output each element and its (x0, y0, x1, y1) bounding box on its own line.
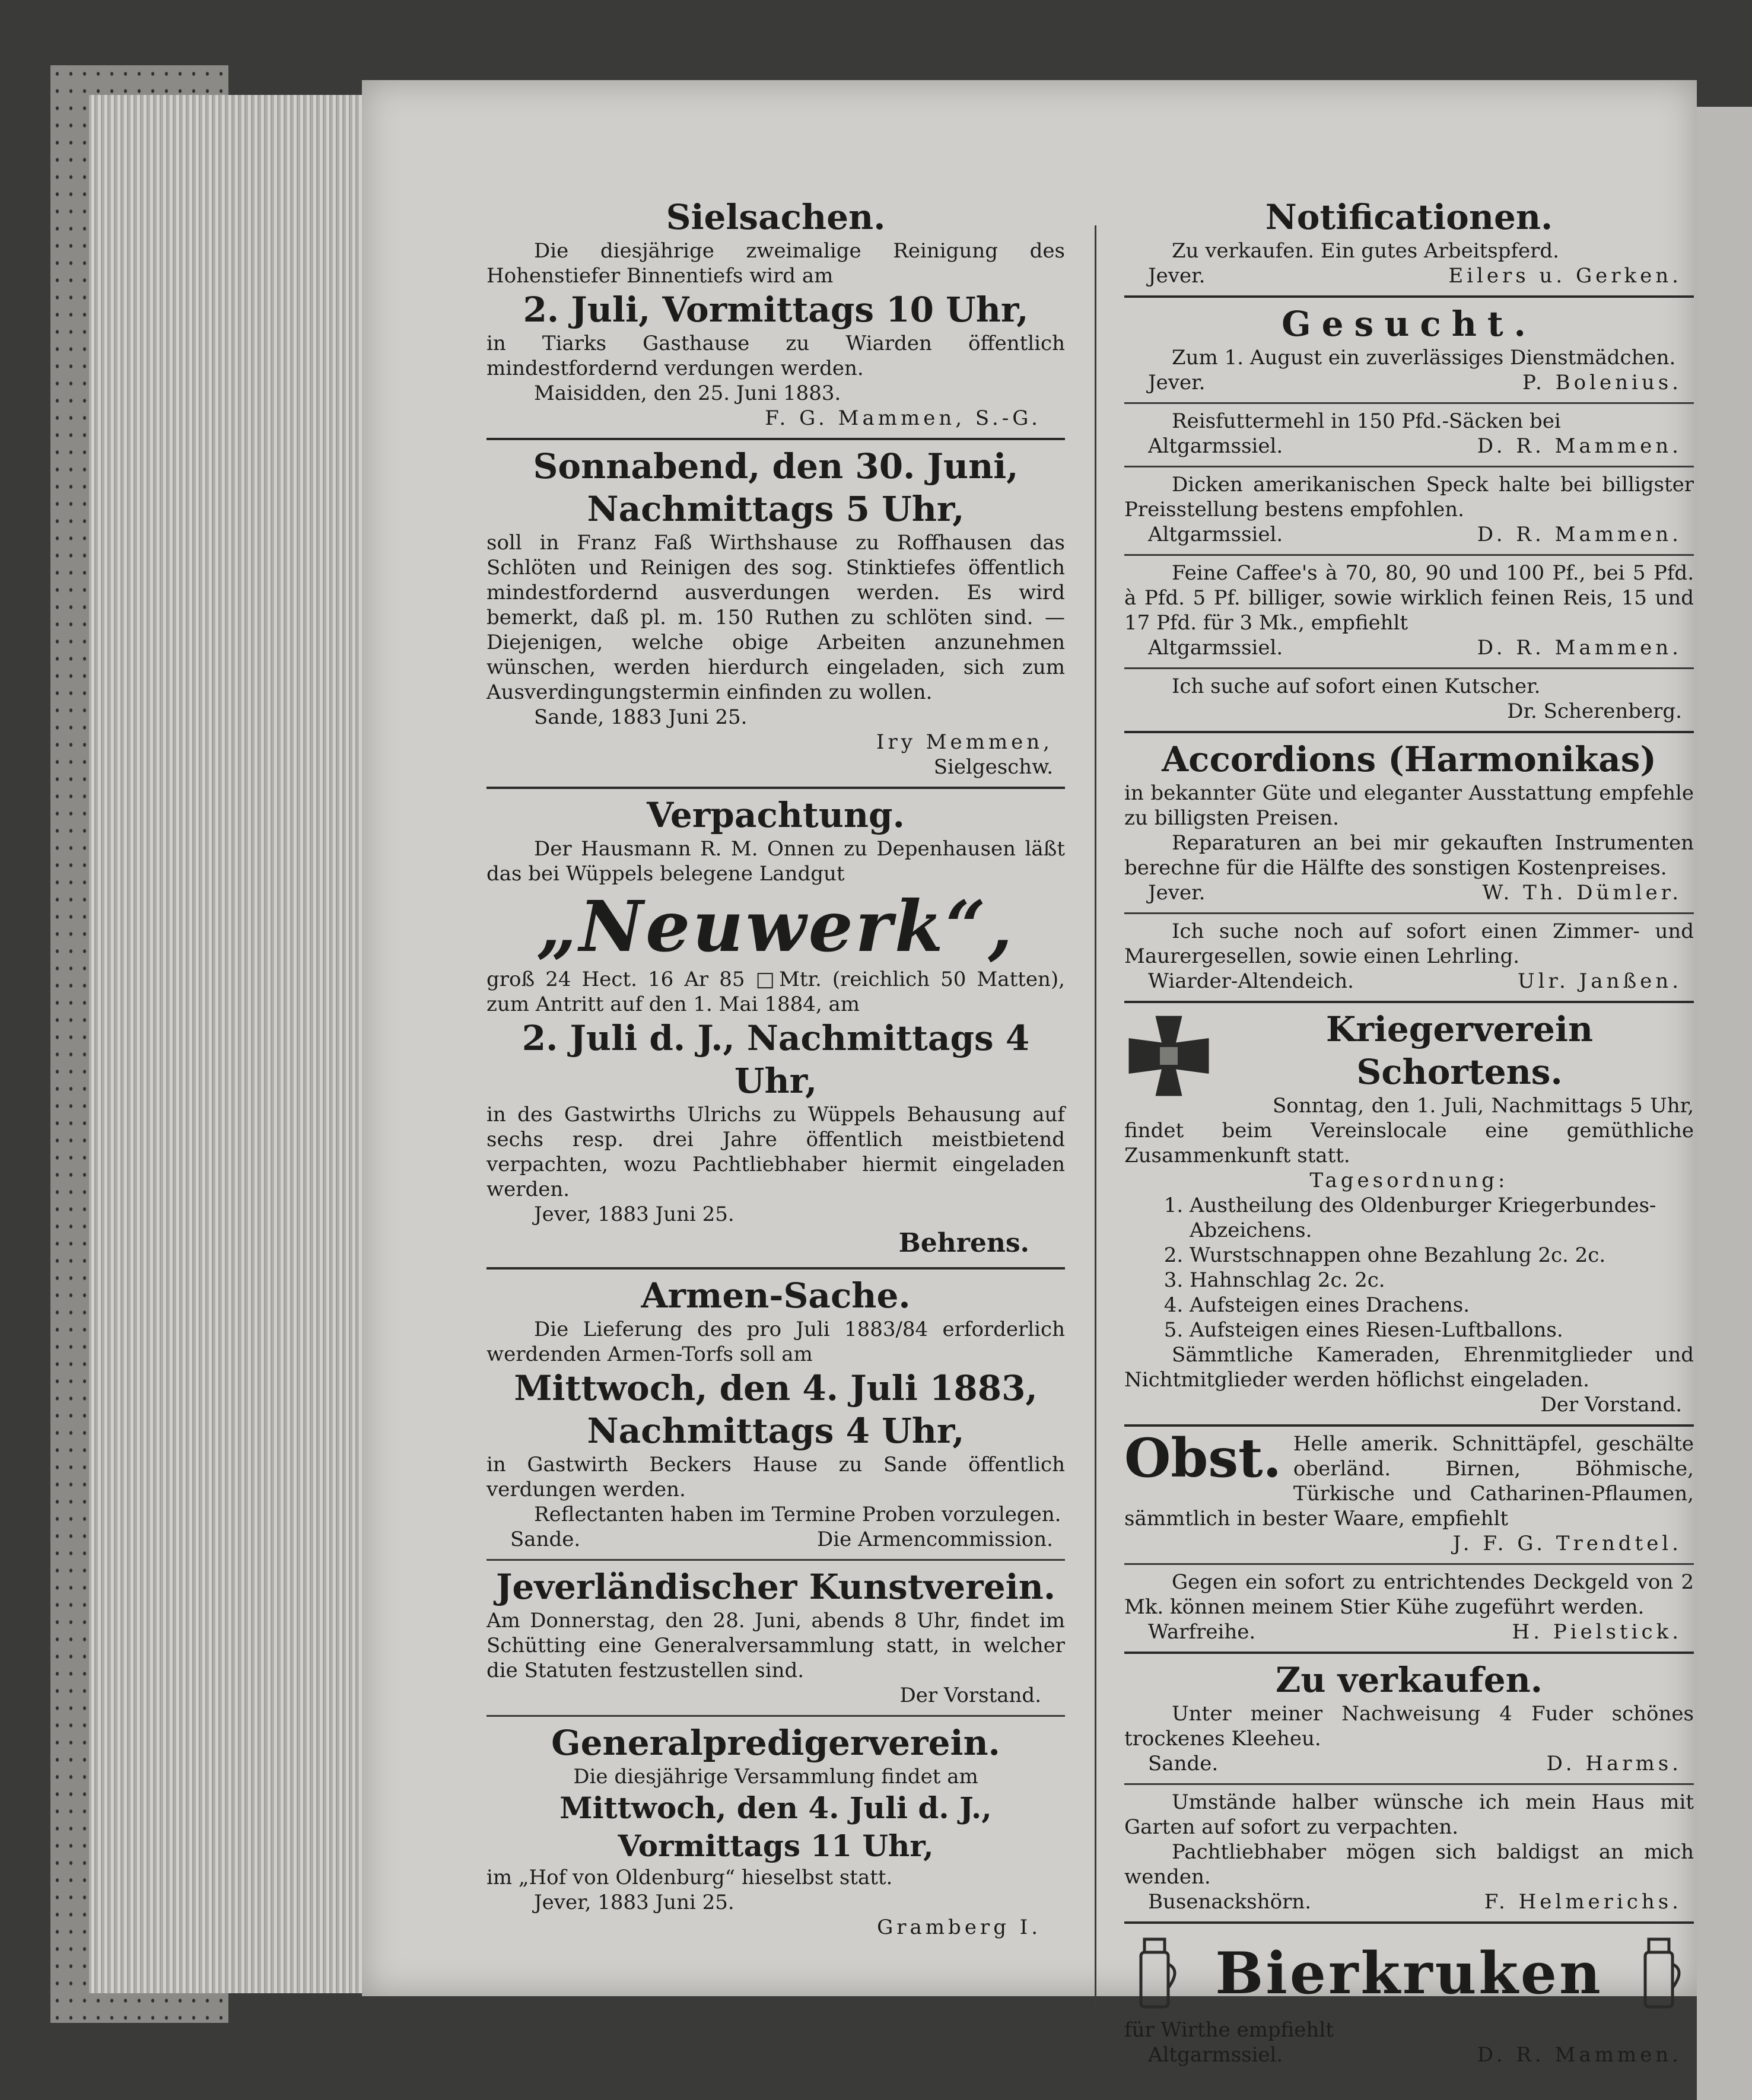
estate-name: „Neuwerk“, (536, 885, 1015, 968)
divider (487, 787, 1065, 789)
ad-place: Altgarmssiel. (1148, 636, 1283, 660)
ad-text: Reparaturen an bei mir gekauften Instrumenten berechne für die Hälfte des sonstigen Kostenpreises. (1124, 831, 1694, 880)
divider (1124, 912, 1694, 914)
ad-date: Mittwoch, den 4. Juli d. J., (559, 1790, 992, 1825)
ad-signature: D. R. Mammen. (1477, 636, 1682, 660)
ad-sielsachen (487, 196, 1065, 431)
ad-reisfuttermehl (1124, 409, 1694, 459)
ad-signature: P. Bolenius. (1522, 371, 1682, 394)
ad-text: für Wirthe empfiehlt (1124, 2018, 1334, 2042)
ad-date: 2. Juli d. J., Nachmittags 4 Uhr, (522, 1018, 1030, 1101)
ad-text: Zu verkaufen. Ein gutes Arbeitspferd. (1172, 239, 1559, 263)
ad-obst (1124, 1427, 1694, 1556)
ad-signature: Eilers u. Gerken. (1448, 264, 1682, 288)
ad-signature: Behrens. (898, 1228, 1029, 1258)
ad-title: Accordions (Harmonikas) (1162, 739, 1656, 779)
ad-date: Mittwoch, den 4. Juli 1883, (514, 1368, 1038, 1408)
ad-signature: F. Helmerichs. (1484, 1890, 1682, 1914)
ad-text: Dicken amerikanischen Speck halte bei billigster Preisstellung bestens empfohlen. (1124, 473, 1694, 521)
ad-place: Busenackshörn. (1148, 1890, 1312, 1914)
ad-text: Gegen ein sofort zu entrichtendes Deckgeld von 2 Mk. können meinem Stier Kühe zugeführt werden. (1124, 1570, 1694, 1619)
ad-place: Jever, 1883 Juni 25. (534, 1891, 734, 1914)
divider (1124, 1001, 1694, 1003)
ad-zu-verkaufen (1124, 1659, 1694, 1776)
ad-footer (1124, 263, 1694, 288)
agenda-item: 5. Aufsteigen eines Riesen-Luftballons. (1190, 1318, 1694, 1342)
ad-footer (1124, 1751, 1694, 1776)
ad-signature: H. Pielstick. (1512, 1620, 1682, 1644)
ad-sonnabend (487, 445, 1065, 779)
ad-signature: D. R. Mammen. (1477, 434, 1682, 458)
ad-date: 2. Juli, Vormittags 10 Uhr, (523, 289, 1029, 330)
ad-footer (1124, 2042, 1694, 2067)
ad-caffee (1124, 561, 1694, 660)
ad-signature: Dr. Scherenberg. (1507, 699, 1682, 723)
ad-subtitle: Nachmittags 5 Uhr, (587, 489, 965, 529)
ad-place: Jever, 1883 Juni 25. (534, 1202, 734, 1226)
ad-footer (1124, 880, 1694, 905)
ad-signature: Iry Memmen, (876, 730, 1053, 754)
right-column (1124, 125, 1694, 2067)
ad-text: Die diesjährige Versammlung findet am (573, 1765, 978, 1789)
agenda-item: 1. Austheilung des Oldenburger Kriegerbundes-Abzeichens. (1190, 1193, 1694, 1243)
agenda-list (1124, 1193, 1694, 1342)
ad-footer (1124, 969, 1694, 994)
ad-accordions (1124, 738, 1694, 905)
page-edges (89, 95, 368, 1993)
divider (1124, 295, 1694, 298)
ad-text: Zum 1. August ein zuverlässiges Dienstmädchen. (1172, 346, 1676, 370)
ad-title: Armen-Sache. (641, 1275, 911, 1316)
agenda-item: 4. Aufsteigen eines Drachens. (1190, 1293, 1694, 1318)
ad-title: Bierkruken (1215, 1939, 1603, 2007)
ad-speck (1124, 472, 1694, 547)
ad-signature: W. Th. Dümler. (1482, 881, 1682, 905)
ad-signature-role: Sielgeschw. (933, 755, 1053, 779)
ad-place: Wiarder-Altendeich. (1148, 969, 1354, 993)
ad-verpachtung (487, 794, 1065, 1260)
bierkruken-banner (1124, 1929, 1694, 2018)
ad-footer (1124, 635, 1694, 660)
ad-armen-sache (487, 1274, 1065, 1552)
ad-title: Obst. (1124, 1427, 1282, 1490)
iron-cross-icon (1124, 1011, 1213, 1100)
ad-text: in bekannter Güte und eleganter Ausstattung empfehle zu billigsten Preisen. (1124, 781, 1694, 830)
beer-jug-icon (1130, 1934, 1184, 2012)
ad-place: Sande, 1883 Juni 25. (534, 705, 748, 729)
agenda-title: Tagesordnung: (1309, 1169, 1509, 1192)
ad-text: in des Gastwirths Ulrichs zu Wüppels Behausung auf sechs resp. drei Jahre öffentlich meistbietend verpachten, wozu Pachtliebhaber hiermit eingeladen werden. (487, 1103, 1065, 1201)
ad-kriegerverein (1124, 1008, 1694, 1417)
ad-title: Gesucht. (1282, 304, 1537, 344)
beer-jug-icon (1635, 1934, 1688, 2012)
divider (1124, 731, 1694, 733)
ad-title: Verpachtung. (647, 795, 905, 835)
ad-footer (487, 1527, 1065, 1552)
left-column (487, 125, 1065, 1940)
ad-text: Sonntag, den 1. Juli, Nachmittags 5 Uhr, findet beim Vereinslocale eine gemüthliche Zusammenkunft statt. (1124, 1094, 1694, 1167)
ad-signature: D. R. Mammen. (1477, 523, 1682, 546)
ad-kunstverein (487, 1566, 1065, 1708)
ad-footer (1124, 1889, 1694, 1914)
ad-text: Reisfuttermehl in 150 Pfd.-Säcken bei (1172, 409, 1561, 433)
ad-footer (1124, 434, 1694, 459)
divider (487, 438, 1065, 440)
ad-place: Jever. (1148, 371, 1206, 394)
ad-generalprediger (487, 1722, 1065, 1940)
ad-title: Kriegerverein Schortens. (1325, 1009, 1594, 1092)
ad-time: Vormittags 11 Uhr, (618, 1828, 934, 1863)
ad-text: Unter meiner Nachweisung 4 Fuder schönes trockenes Kleeheu. (1124, 1702, 1694, 1751)
agenda-item: 2. Wurstschnappen ohne Bezahlung 2c. 2c. (1190, 1243, 1694, 1268)
ad-time: Nachmittags 4 Uhr, (587, 1411, 965, 1451)
ad-place: Warfreihe. (1148, 1620, 1256, 1644)
ad-haus-verpachten (1124, 1790, 1694, 1914)
ad-signature: D. Harms. (1546, 1752, 1682, 1776)
ad-footer (1124, 370, 1694, 395)
ad-place: Jever. (1148, 264, 1206, 288)
ad-title: Generalpredigerverein. (551, 1723, 1000, 1763)
ad-text: Die diesjährige zweimalige Reinigung des Hohenstiefer Binnentiefs wird am (487, 239, 1065, 288)
ad-gesucht (1124, 303, 1694, 395)
ad-signature: Ulr. Janßen. (1518, 969, 1682, 993)
ad-place: Jever. (1148, 881, 1206, 905)
ad-signature: F. G. Mammen, S.-G. (765, 406, 1041, 430)
ad-text: in Gastwirth Beckers Hause zu Sande öffentlich verdungen werden. (487, 1453, 1065, 1501)
ad-text: Umstände halber wünsche ich mein Haus mit Garten auf sofort zu verpachten. (1124, 1790, 1694, 1839)
ad-text: Sämmtliche Kameraden, Ehrenmitglieder und Nichtmitglieder werden höflichst eingeladen. (1124, 1343, 1694, 1392)
ad-text: Ich suche auf sofort einen Kutscher. (1172, 674, 1541, 698)
ad-signature: J. F. G. Trendtel. (1452, 1532, 1682, 1555)
ad-place: Sande. (510, 1528, 581, 1551)
ad-signature: Die Armencommission. (817, 1528, 1053, 1551)
column-divider (1095, 225, 1096, 2005)
divider (1124, 554, 1694, 556)
divider (1124, 1783, 1694, 1785)
ad-text: Am Donnerstag, den 28. Juni, abends 8 Uhr, findet im Schütting eine Generalversammlung statt, in welcher die Statuten festzustellen sind. (487, 1609, 1065, 1682)
ad-deckgeld (1124, 1570, 1694, 1644)
ad-notificationen (1124, 196, 1694, 288)
ad-title: Jeverländischer Kunstverein. (495, 1567, 1056, 1607)
ad-signature: Der Vorstand. (899, 1684, 1041, 1707)
ad-title: Zu verkaufen. (1275, 1660, 1543, 1700)
ad-text: Feine Caffee's à 70, 80, 90 und 100 Pf., bei 5 Pfd. à Pfd. 5 Pf. billiger, sowie wirklich feinen Reis, 15 und 17 Pfd. für 3 Mk., empfiehlt (1124, 561, 1694, 635)
section-title: Notificationen. (1265, 197, 1553, 237)
divider (1124, 1921, 1694, 1924)
divider (487, 1559, 1065, 1561)
ad-place: Sande. (1148, 1752, 1219, 1776)
divider (1124, 1652, 1694, 1654)
ad-title: Sielsachen. (666, 197, 886, 237)
ad-text: im „Hof von Oldenburg“ hieselbst statt. (487, 1866, 893, 1889)
divider (1124, 402, 1694, 404)
ad-text: Helle amerik. Schnittäpfel, geschälte oberländ. Birnen, Böhmische, Türkische und Catharinen-Pflaumen, sämmtlich in bester Waare, empfiehlt (1124, 1432, 1694, 1531)
ad-title: Sonnabend, den 30. Juni, (533, 446, 1019, 486)
ad-text: soll in Franz Faß Wirthshause zu Roffhausen das Schlöten und Reinigen des sog. Stinktiefes öffentlich mindestfordernd ausverdungen werden. Es wird bemerkt, daß pl. m. 150 Ruthen zu schlöten sind. — Diejenigen, welche obige Arbeiten anzunehmen wünschen, werden hierdurch eingeladen, sich zum Ausverdingungstermin einfinden zu wollen. (487, 531, 1065, 704)
ad-footer (1124, 522, 1694, 547)
ad-footer (1124, 1619, 1694, 1644)
agenda-item: 3. Hahnschlag 2c. 2c. (1190, 1268, 1694, 1293)
divider (1124, 667, 1694, 669)
ad-text: Reflectanten haben im Termine Proben vorzulegen. (534, 1503, 1061, 1526)
next-page-edge (1697, 107, 1752, 2100)
divider (1124, 1563, 1694, 1565)
ad-text: Ich suche noch auf sofort einen Zimmer- und Maurergesellen, sowie einen Lehrling. (1124, 919, 1694, 968)
ad-text: groß 24 Hect. 16 Ar 85 □Mtr. (reichlich 50 Matten), zum Antritt auf den 1. Mai 1884, am (487, 968, 1065, 1016)
ad-bierkruken (1124, 1929, 1694, 2067)
divider (487, 1267, 1065, 1269)
ad-text: Pachtliebhaber mögen sich baldigst an mich wenden. (1124, 1840, 1694, 1889)
ad-place: Altgarmssiel. (1148, 2043, 1283, 2067)
divider (1124, 466, 1694, 467)
ad-signature: Der Vorstand. (1540, 1393, 1682, 1417)
ad-signature: Gramberg I. (877, 1916, 1041, 1939)
ad-kutscher (1124, 674, 1694, 724)
divider (487, 1715, 1065, 1717)
ad-place: Altgarmssiel. (1148, 434, 1283, 458)
ad-text: Die Lieferung des pro Juli 1883/84 erforderlich werdenden Armen-Torfs soll am (487, 1318, 1065, 1366)
ad-place: Maisidden, den 25. Juni 1883. (534, 381, 841, 405)
ad-text: in Tiarks Gasthause zu Wiarden öffentlich mindestfordernd verdungen werden. (487, 332, 1065, 380)
ad-zimmergesellen (1124, 919, 1694, 994)
ad-place: Altgarmssiel. (1148, 523, 1283, 546)
ad-signature: D. R. Mammen. (1477, 2043, 1682, 2067)
ad-text: Der Hausmann R. M. Onnen zu Depenhausen läßt das bei Wüppels belegene Landgut (487, 837, 1065, 886)
